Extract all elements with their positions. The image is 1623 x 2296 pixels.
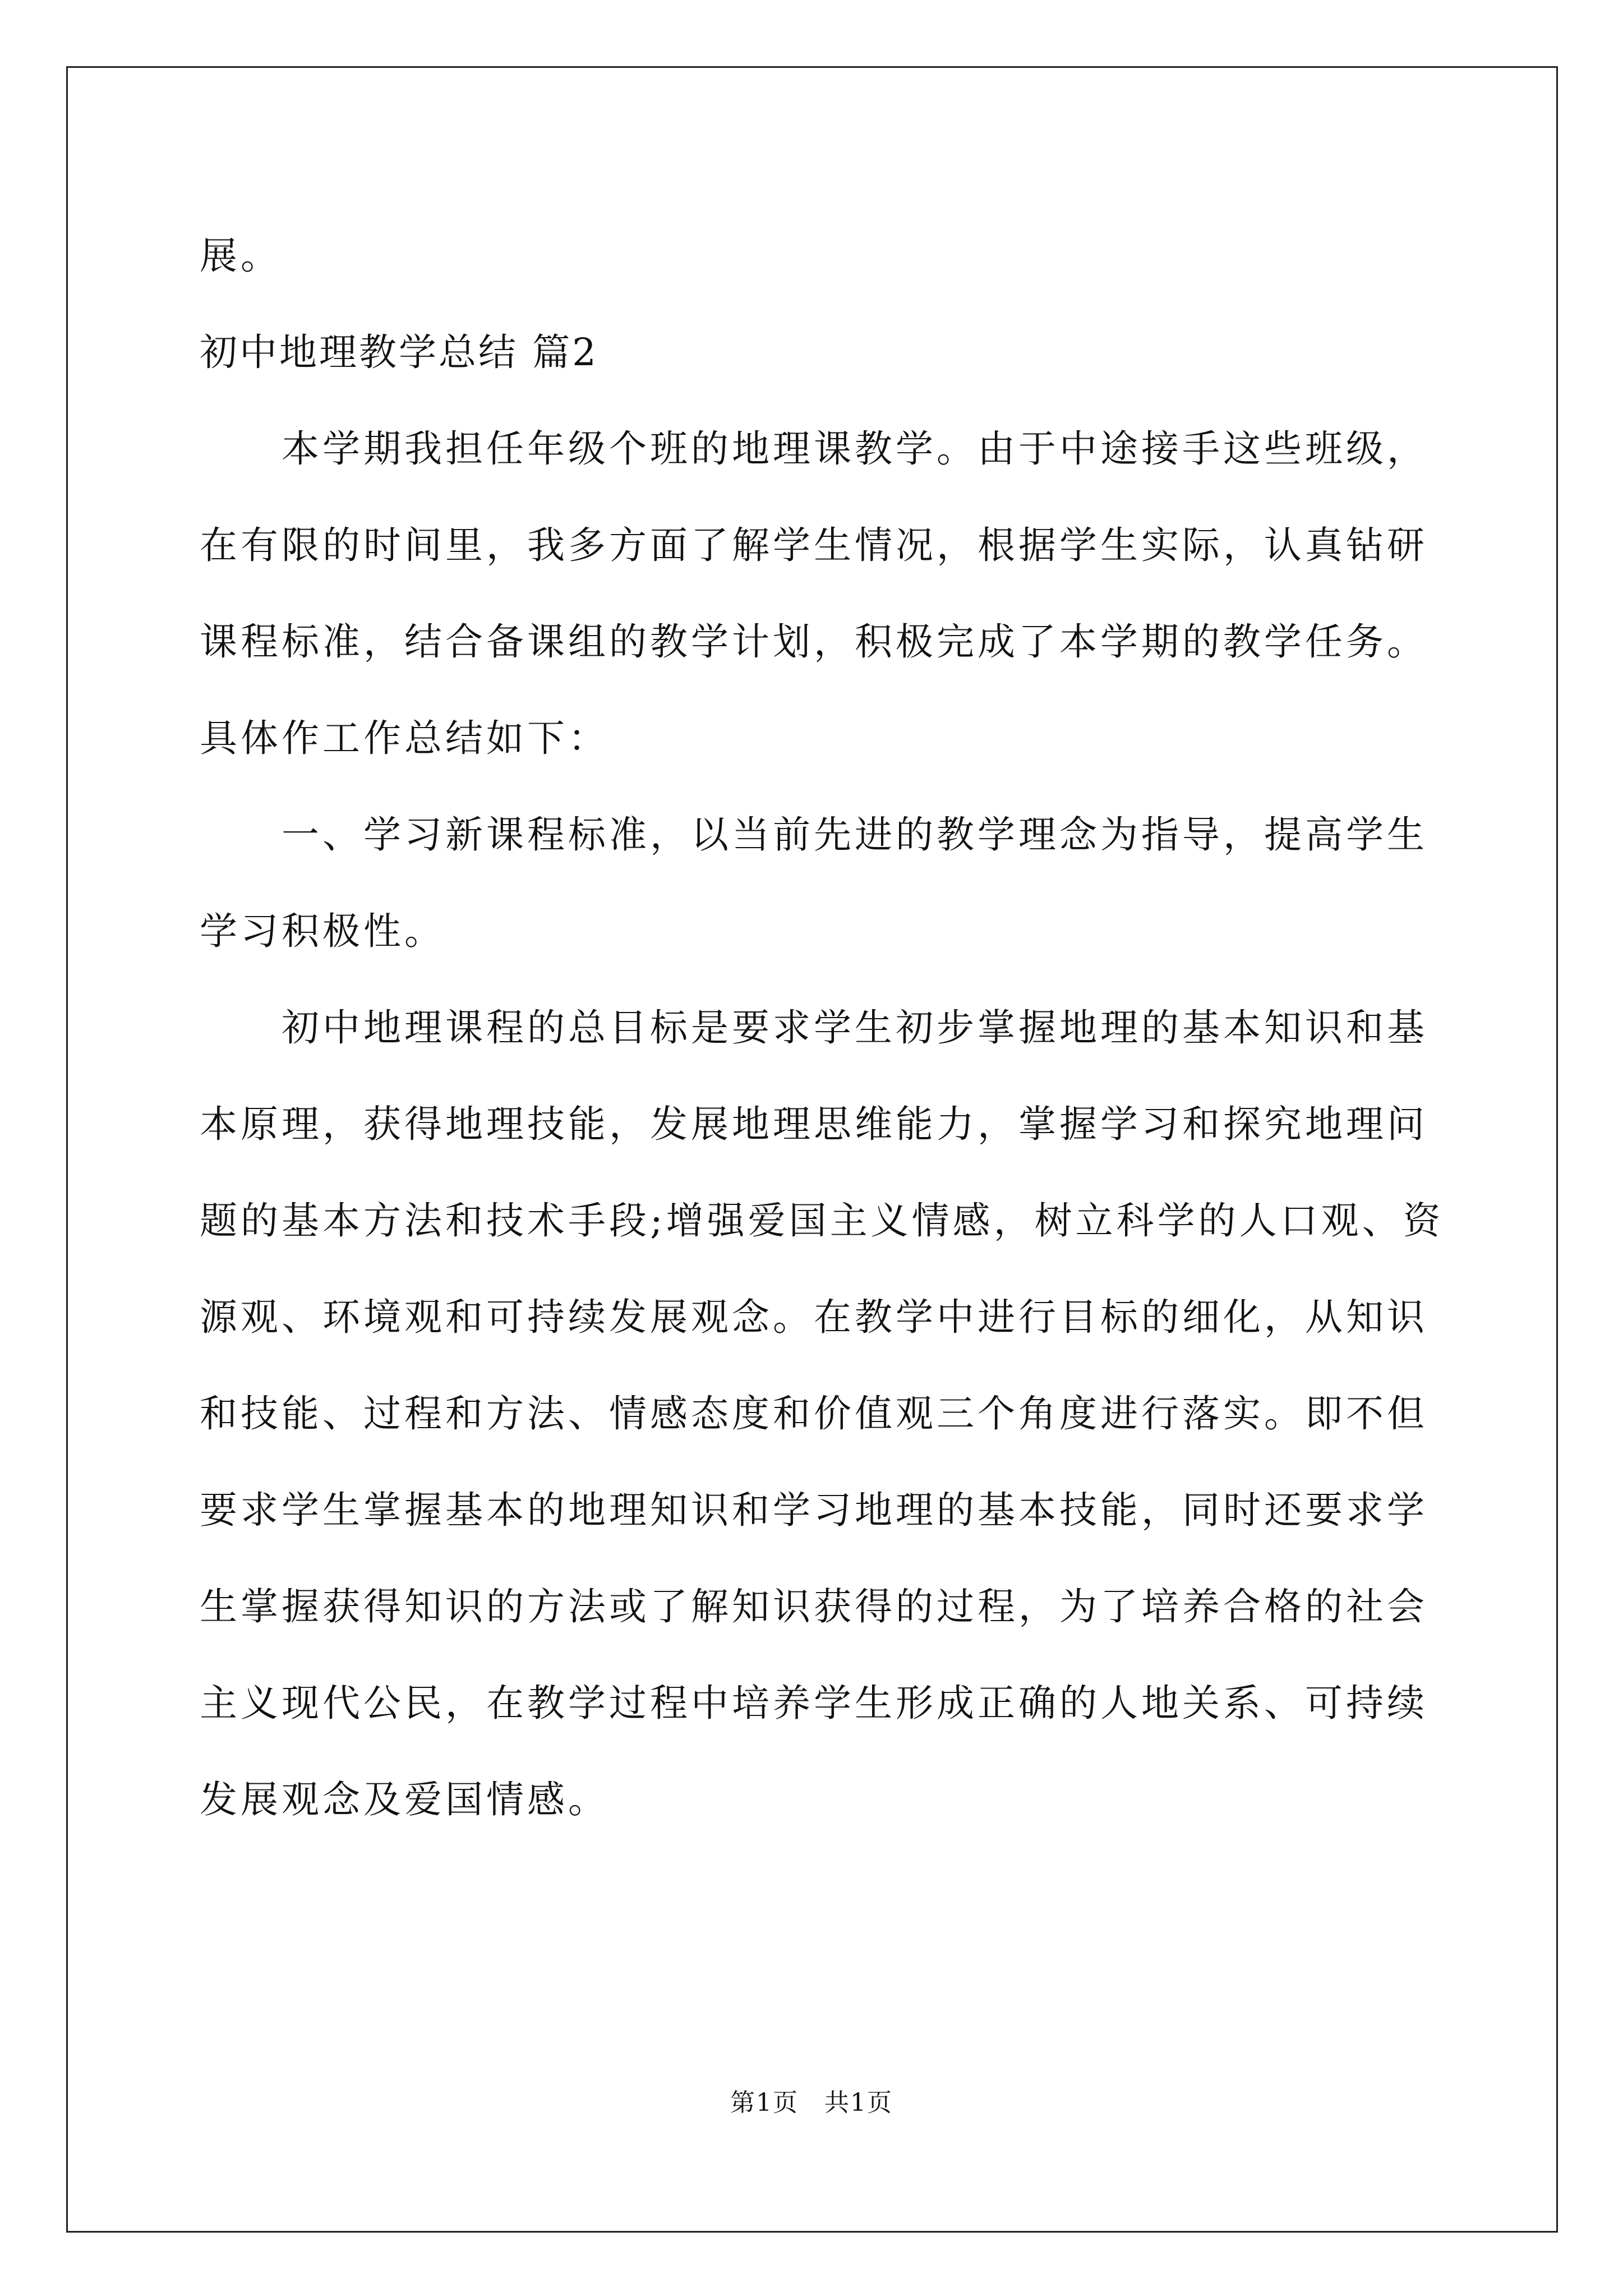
text-line: 本原理，获得地理技能，发展地理思维能力，掌握学习和探究地理问 xyxy=(200,1102,1428,1146)
text-line: 一、学习新课程标准，以当前先进的教学理念为指导，提高学生 xyxy=(200,813,1428,857)
text-line: 在有限的时间里，我多方面了解学生情况，根据学生实际，认真钻研 xyxy=(200,523,1428,567)
text-line: 要求学生掌握基本的地理知识和学习地理的基本技能，同时还要求学 xyxy=(200,1488,1428,1532)
page-footer: 第1页 共1页 xyxy=(730,2088,893,2117)
text-line: 学习积极性。 xyxy=(200,909,445,953)
text-line: 课程标准，结合备课组的教学计划，积极完成了本学期的教学任务。 xyxy=(200,620,1428,664)
text-line: 本学期我担任年级个班的地理课教学。由于中途接手这些班级， xyxy=(200,427,1428,471)
text-line: 发展观念及爱国情感。 xyxy=(200,1778,609,1821)
text-line: 展。 xyxy=(200,234,282,278)
document-body xyxy=(200,208,1444,1848)
text-line: 源观、环境观和可持续发展观念。在教学中进行目标的细化，从知识 xyxy=(200,1295,1428,1339)
text-line: 初中地理课程的总目标是要求学生初步掌握地理的基本知识和基 xyxy=(200,1006,1428,1050)
text-line: 生掌握获得知识的方法或了解知识获得的过程，为了培养合格的社会 xyxy=(200,1585,1428,1628)
text-line: 具体作工作总结如下： xyxy=(200,716,609,760)
text-line: 主义现代公民，在教学过程中培养学生形成正确的人地关系、可持续 xyxy=(200,1681,1428,1725)
section-heading: 初中地理教学总结 篇2 xyxy=(200,330,598,374)
text-line: 题的基本方法和技术手段;增强爱国主义情感，树立科学的人口观、资 xyxy=(200,1199,1444,1243)
text-line: 和技能、过程和方法、情感态度和价值观三个角度进行落实。即不但 xyxy=(200,1392,1428,1435)
